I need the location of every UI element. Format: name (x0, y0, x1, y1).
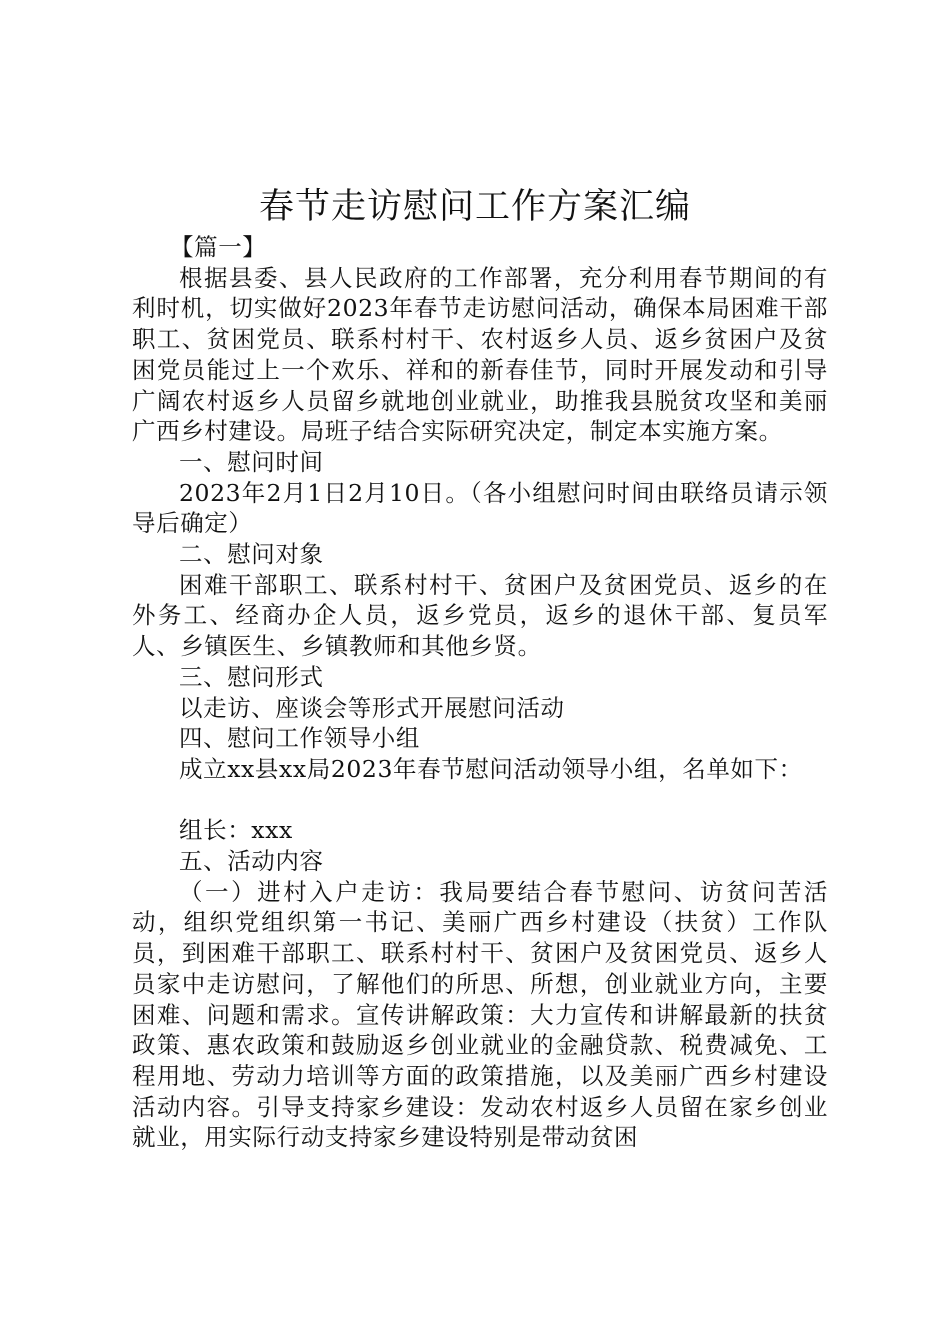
heading-time: 一、慰问时间 (179, 447, 324, 476)
leadership-paragraph: 成立xx县xx局2023年春节慰问活动领导小组，名单如下： (179, 754, 803, 783)
heading-targets: 二、慰问对象 (179, 540, 324, 569)
section-tag: 【篇一】 (170, 233, 267, 261)
blank-line (132, 785, 828, 816)
document-body (132, 232, 828, 1153)
heading-leadership: 四、慰问工作领导小组 (179, 724, 420, 753)
form-paragraph: 以走访、座谈会等形式开展慰问活动 (179, 693, 565, 722)
activities-paragraph: （一）进村入户走访：我局要结合春节慰问、访贫问苦活动，组织党组织第一书记、美丽广西乡村建设（扶贫）工作队员，到困难干部职工、联系村村干、贫困户及贫困党员、返乡人员家中走访慰问，了解他们的所思、所想，创业就业方向，主要困难、问题和需求。宣传讲解政策：大力宣传和讲解最新的扶贫政策、惠农政策和鼓励返乡创业就业的金融贷款、税费减免、工程用地、劳动力培训等方面的政策措施，以及美丽广西乡村建设活动内容。引导支持家乡建设：发动农村返乡人员留在家乡创业就业，用实际行动支持家乡建设特别是带动贫困 (132, 877, 828, 1152)
leader-line: 组长：xxx (179, 816, 293, 845)
intro-paragraph: 根据县委、县人民政府的工作部署，充分利用春节期间的有利时机，切实做好2023年春节走访慰问活动，确保本局困难干部职工、贫困党员、联系村村干、农村返乡人员、返乡贫困户及贫困党员能过上一个欢乐、祥和的新春佳节，同时开展发动和引导广阔农村返乡人员留乡就地创业就业，助推我县脱贫攻坚和美丽广西乡村建设。局班子结合实际研究决定，制定本实施方案。 (132, 263, 828, 446)
targets-paragraph: 困难干部职工、联系村村干、贫困户及贫困党员、返乡的在外务工、经商办企人员，返乡党员，返乡的退休干部、复员军人、乡镇医生、乡镇教师和其他乡贤。 (132, 570, 828, 661)
time-paragraph: 2023年2月1日2月10日。（各小组慰问时间由联络员请示领导后确定） (132, 478, 828, 538)
heading-activities: 五、活动内容 (179, 847, 324, 876)
heading-form: 三、慰问形式 (179, 662, 324, 691)
document-title: 春节走访慰问工作方案汇编 (258, 187, 691, 227)
